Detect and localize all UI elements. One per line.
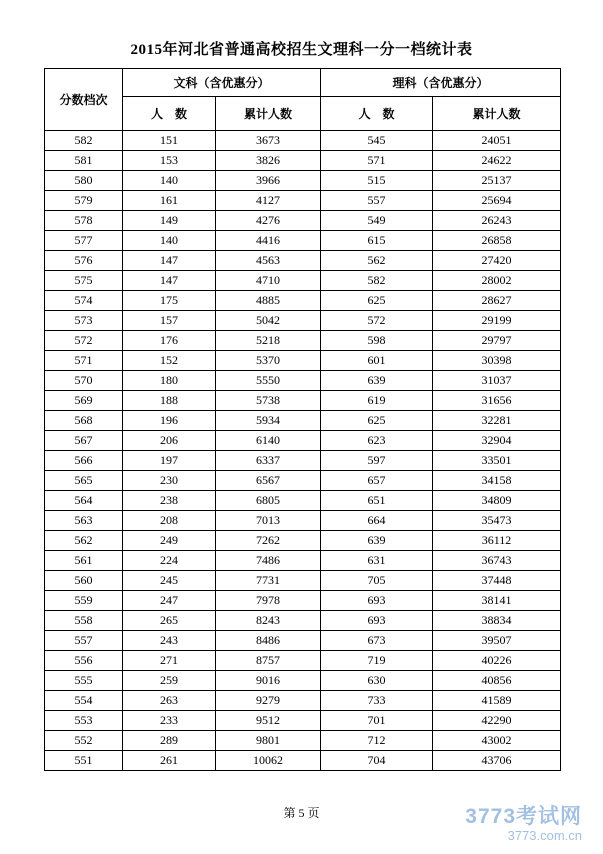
liberal-count-cell: 175 — [123, 291, 216, 311]
header-liberal-arts-group: 文科（含优惠分） — [123, 69, 321, 97]
science-cumulative-cell: 36743 — [433, 551, 561, 571]
liberal-cumulative-cell: 3673 — [216, 131, 321, 151]
science-cumulative-cell: 28002 — [433, 271, 561, 291]
liberal-count-cell: 261 — [123, 751, 216, 771]
science-cumulative-cell: 43002 — [433, 731, 561, 751]
liberal-count-cell: 176 — [123, 331, 216, 351]
science-count-cell: 549 — [321, 211, 433, 231]
science-count-cell: 664 — [321, 511, 433, 531]
score-level-cell: 575 — [45, 271, 123, 291]
table-row — [45, 171, 561, 191]
liberal-cumulative-cell: 7013 — [216, 511, 321, 531]
score-level-cell: 573 — [45, 311, 123, 331]
liberal-cumulative-cell: 7731 — [216, 571, 321, 591]
score-level-cell: 564 — [45, 491, 123, 511]
liberal-count-cell: 140 — [123, 231, 216, 251]
science-count-cell: 701 — [321, 711, 433, 731]
liberal-cumulative-cell: 7978 — [216, 591, 321, 611]
liberal-cumulative-cell: 5370 — [216, 351, 321, 371]
science-count-cell: 623 — [321, 431, 433, 451]
table-body — [45, 131, 561, 771]
science-cumulative-cell: 30398 — [433, 351, 561, 371]
liberal-count-cell: 140 — [123, 171, 216, 191]
score-level-cell: 562 — [45, 531, 123, 551]
science-cumulative-cell: 37448 — [433, 571, 561, 591]
score-level-cell: 567 — [45, 431, 123, 451]
liberal-cumulative-cell: 8757 — [216, 651, 321, 671]
science-count-cell: 601 — [321, 351, 433, 371]
liberal-count-cell: 161 — [123, 191, 216, 211]
science-count-cell: 582 — [321, 271, 433, 291]
science-cumulative-cell: 33501 — [433, 451, 561, 471]
liberal-count-cell: 259 — [123, 671, 216, 691]
page-footer: 第 5 页 — [283, 806, 320, 820]
science-count-cell: 557 — [321, 191, 433, 211]
liberal-count-cell: 152 — [123, 351, 216, 371]
liberal-cumulative-cell: 9279 — [216, 691, 321, 711]
table-header-group-row — [45, 69, 561, 97]
table-header-sub-row — [45, 97, 561, 131]
table-row — [45, 251, 561, 271]
liberal-count-cell: 153 — [123, 151, 216, 171]
table-row — [45, 231, 561, 251]
header-liberal-cumulative: 累计人数 — [216, 97, 321, 131]
liberal-cumulative-cell: 8486 — [216, 631, 321, 651]
science-count-cell: 598 — [321, 331, 433, 351]
table-row — [45, 351, 561, 371]
table-row — [45, 311, 561, 331]
science-cumulative-cell: 39507 — [433, 631, 561, 651]
science-cumulative-cell: 35473 — [433, 511, 561, 531]
liberal-count-cell: 206 — [123, 431, 216, 451]
table-row — [45, 671, 561, 691]
score-level-cell: 582 — [45, 131, 123, 151]
liberal-count-cell: 238 — [123, 491, 216, 511]
liberal-cumulative-cell: 4710 — [216, 271, 321, 291]
science-cumulative-cell: 25137 — [433, 171, 561, 191]
score-level-cell: 554 — [45, 691, 123, 711]
table-row — [45, 131, 561, 151]
liberal-cumulative-cell: 4563 — [216, 251, 321, 271]
score-level-cell: 556 — [45, 651, 123, 671]
header-science-cumulative: 累计人数 — [433, 97, 561, 131]
science-cumulative-cell: 32904 — [433, 431, 561, 451]
liberal-cumulative-cell: 3966 — [216, 171, 321, 191]
score-level-cell: 559 — [45, 591, 123, 611]
science-cumulative-cell: 34158 — [433, 471, 561, 491]
liberal-cumulative-cell: 5218 — [216, 331, 321, 351]
liberal-cumulative-cell: 4127 — [216, 191, 321, 211]
score-level-cell: 578 — [45, 211, 123, 231]
liberal-cumulative-cell: 5042 — [216, 311, 321, 331]
science-cumulative-cell: 38141 — [433, 591, 561, 611]
score-level-cell: 580 — [45, 171, 123, 191]
science-count-cell: 704 — [321, 751, 433, 771]
science-cumulative-cell: 31656 — [433, 391, 561, 411]
liberal-cumulative-cell: 4276 — [216, 211, 321, 231]
score-level-cell: 560 — [45, 571, 123, 591]
liberal-cumulative-cell: 6805 — [216, 491, 321, 511]
liberal-cumulative-cell: 6337 — [216, 451, 321, 471]
science-count-cell: 673 — [321, 631, 433, 651]
science-count-cell: 625 — [321, 291, 433, 311]
liberal-count-cell: 263 — [123, 691, 216, 711]
science-cumulative-cell: 41589 — [433, 691, 561, 711]
liberal-cumulative-cell: 9512 — [216, 711, 321, 731]
score-level-cell: 555 — [45, 671, 123, 691]
science-count-cell: 545 — [321, 131, 433, 151]
science-count-cell: 639 — [321, 531, 433, 551]
header-science-count: 人 数 — [321, 97, 433, 131]
liberal-count-cell: 188 — [123, 391, 216, 411]
liberal-count-cell: 149 — [123, 211, 216, 231]
science-count-cell: 615 — [321, 231, 433, 251]
table-row — [45, 391, 561, 411]
table-row — [45, 691, 561, 711]
liberal-count-cell: 249 — [123, 531, 216, 551]
score-level-cell: 565 — [45, 471, 123, 491]
liberal-count-cell: 265 — [123, 611, 216, 631]
watermark-site-name: 3773考试网 — [465, 804, 582, 828]
science-cumulative-cell: 25694 — [433, 191, 561, 211]
header-liberal-count: 人 数 — [123, 97, 216, 131]
liberal-count-cell: 247 — [123, 591, 216, 611]
science-count-cell: 630 — [321, 671, 433, 691]
liberal-cumulative-cell: 10062 — [216, 751, 321, 771]
science-count-cell: 571 — [321, 151, 433, 171]
score-level-cell: 576 — [45, 251, 123, 271]
science-count-cell: 705 — [321, 571, 433, 591]
table-row — [45, 711, 561, 731]
science-cumulative-cell: 27420 — [433, 251, 561, 271]
score-level-cell: 572 — [45, 331, 123, 351]
science-count-cell: 562 — [321, 251, 433, 271]
score-level-cell: 569 — [45, 391, 123, 411]
liberal-count-cell: 151 — [123, 131, 216, 151]
score-level-cell: 563 — [45, 511, 123, 531]
science-count-cell: 657 — [321, 471, 433, 491]
table-row — [45, 411, 561, 431]
watermark — [465, 805, 582, 844]
liberal-count-cell: 147 — [123, 271, 216, 291]
table-row — [45, 451, 561, 471]
score-level-cell: 570 — [45, 371, 123, 391]
science-cumulative-cell: 31037 — [433, 371, 561, 391]
table-row — [45, 751, 561, 771]
table-row — [45, 471, 561, 491]
table-row — [45, 331, 561, 351]
table-row — [45, 211, 561, 231]
score-level-cell: 553 — [45, 711, 123, 731]
table-row — [45, 431, 561, 451]
science-cumulative-cell: 29199 — [433, 311, 561, 331]
table-row — [45, 571, 561, 591]
science-count-cell: 572 — [321, 311, 433, 331]
science-count-cell: 719 — [321, 651, 433, 671]
science-count-cell: 515 — [321, 171, 433, 191]
liberal-count-cell: 230 — [123, 471, 216, 491]
liberal-count-cell: 224 — [123, 551, 216, 571]
liberal-count-cell: 245 — [123, 571, 216, 591]
science-cumulative-cell: 36112 — [433, 531, 561, 551]
liberal-count-cell: 233 — [123, 711, 216, 731]
liberal-cumulative-cell: 5550 — [216, 371, 321, 391]
liberal-cumulative-cell: 3826 — [216, 151, 321, 171]
liberal-cumulative-cell: 7262 — [216, 531, 321, 551]
science-count-cell: 625 — [321, 411, 433, 431]
table-row — [45, 731, 561, 751]
science-cumulative-cell: 40856 — [433, 671, 561, 691]
science-cumulative-cell: 24622 — [433, 151, 561, 171]
liberal-count-cell: 197 — [123, 451, 216, 471]
science-count-cell: 631 — [321, 551, 433, 571]
science-count-cell: 597 — [321, 451, 433, 471]
score-table — [44, 68, 561, 771]
score-level-cell: 558 — [45, 611, 123, 631]
liberal-count-cell: 271 — [123, 651, 216, 671]
table-row — [45, 651, 561, 671]
score-level-cell: 557 — [45, 631, 123, 651]
science-cumulative-cell: 26243 — [433, 211, 561, 231]
table-row — [45, 591, 561, 611]
score-level-cell: 579 — [45, 191, 123, 211]
score-level-cell: 568 — [45, 411, 123, 431]
science-cumulative-cell: 38834 — [433, 611, 561, 631]
table-row — [45, 371, 561, 391]
science-cumulative-cell: 32281 — [433, 411, 561, 431]
score-level-cell: 581 — [45, 151, 123, 171]
table-row — [45, 291, 561, 311]
header-score-level: 分数档次 — [45, 69, 123, 131]
science-count-cell: 639 — [321, 371, 433, 391]
science-count-cell: 693 — [321, 591, 433, 611]
score-level-cell: 574 — [45, 291, 123, 311]
liberal-cumulative-cell: 4885 — [216, 291, 321, 311]
science-cumulative-cell: 28627 — [433, 291, 561, 311]
science-cumulative-cell: 42290 — [433, 711, 561, 731]
score-level-cell: 551 — [45, 751, 123, 771]
liberal-cumulative-cell: 5738 — [216, 391, 321, 411]
score-level-cell: 566 — [45, 451, 123, 471]
liberal-count-cell: 196 — [123, 411, 216, 431]
table-row — [45, 491, 561, 511]
table-row — [45, 531, 561, 551]
liberal-count-cell: 208 — [123, 511, 216, 531]
liberal-cumulative-cell: 8243 — [216, 611, 321, 631]
liberal-count-cell: 289 — [123, 731, 216, 751]
score-level-cell: 577 — [45, 231, 123, 251]
table-row — [45, 271, 561, 291]
liberal-count-cell: 243 — [123, 631, 216, 651]
liberal-cumulative-cell: 6140 — [216, 431, 321, 451]
table-row — [45, 631, 561, 651]
liberal-count-cell: 147 — [123, 251, 216, 271]
science-cumulative-cell: 29797 — [433, 331, 561, 351]
watermark-site-url: 3773.com.cn — [507, 828, 582, 844]
score-level-cell: 571 — [45, 351, 123, 371]
science-count-cell: 712 — [321, 731, 433, 751]
liberal-cumulative-cell: 9016 — [216, 671, 321, 691]
score-level-cell: 552 — [45, 731, 123, 751]
science-count-cell: 693 — [321, 611, 433, 631]
liberal-count-cell: 157 — [123, 311, 216, 331]
table-row — [45, 611, 561, 631]
science-cumulative-cell: 26858 — [433, 231, 561, 251]
header-science-group: 理科（含优惠分） — [321, 69, 561, 97]
science-cumulative-cell: 34809 — [433, 491, 561, 511]
liberal-cumulative-cell: 4416 — [216, 231, 321, 251]
table-row — [45, 551, 561, 571]
science-cumulative-cell: 24051 — [433, 131, 561, 151]
table-row — [45, 151, 561, 171]
science-cumulative-cell: 40226 — [433, 651, 561, 671]
liberal-cumulative-cell: 6567 — [216, 471, 321, 491]
table-row — [45, 191, 561, 211]
table-row — [45, 511, 561, 531]
liberal-cumulative-cell: 7486 — [216, 551, 321, 571]
science-count-cell: 651 — [321, 491, 433, 511]
page-title: 2015年河北省普通高校招生文理科一分一档统计表 — [130, 42, 473, 58]
liberal-cumulative-cell: 5934 — [216, 411, 321, 431]
science-cumulative-cell: 43706 — [433, 751, 561, 771]
liberal-cumulative-cell: 9801 — [216, 731, 321, 751]
science-count-cell: 733 — [321, 691, 433, 711]
score-level-cell: 561 — [45, 551, 123, 571]
liberal-count-cell: 180 — [123, 371, 216, 391]
science-count-cell: 619 — [321, 391, 433, 411]
